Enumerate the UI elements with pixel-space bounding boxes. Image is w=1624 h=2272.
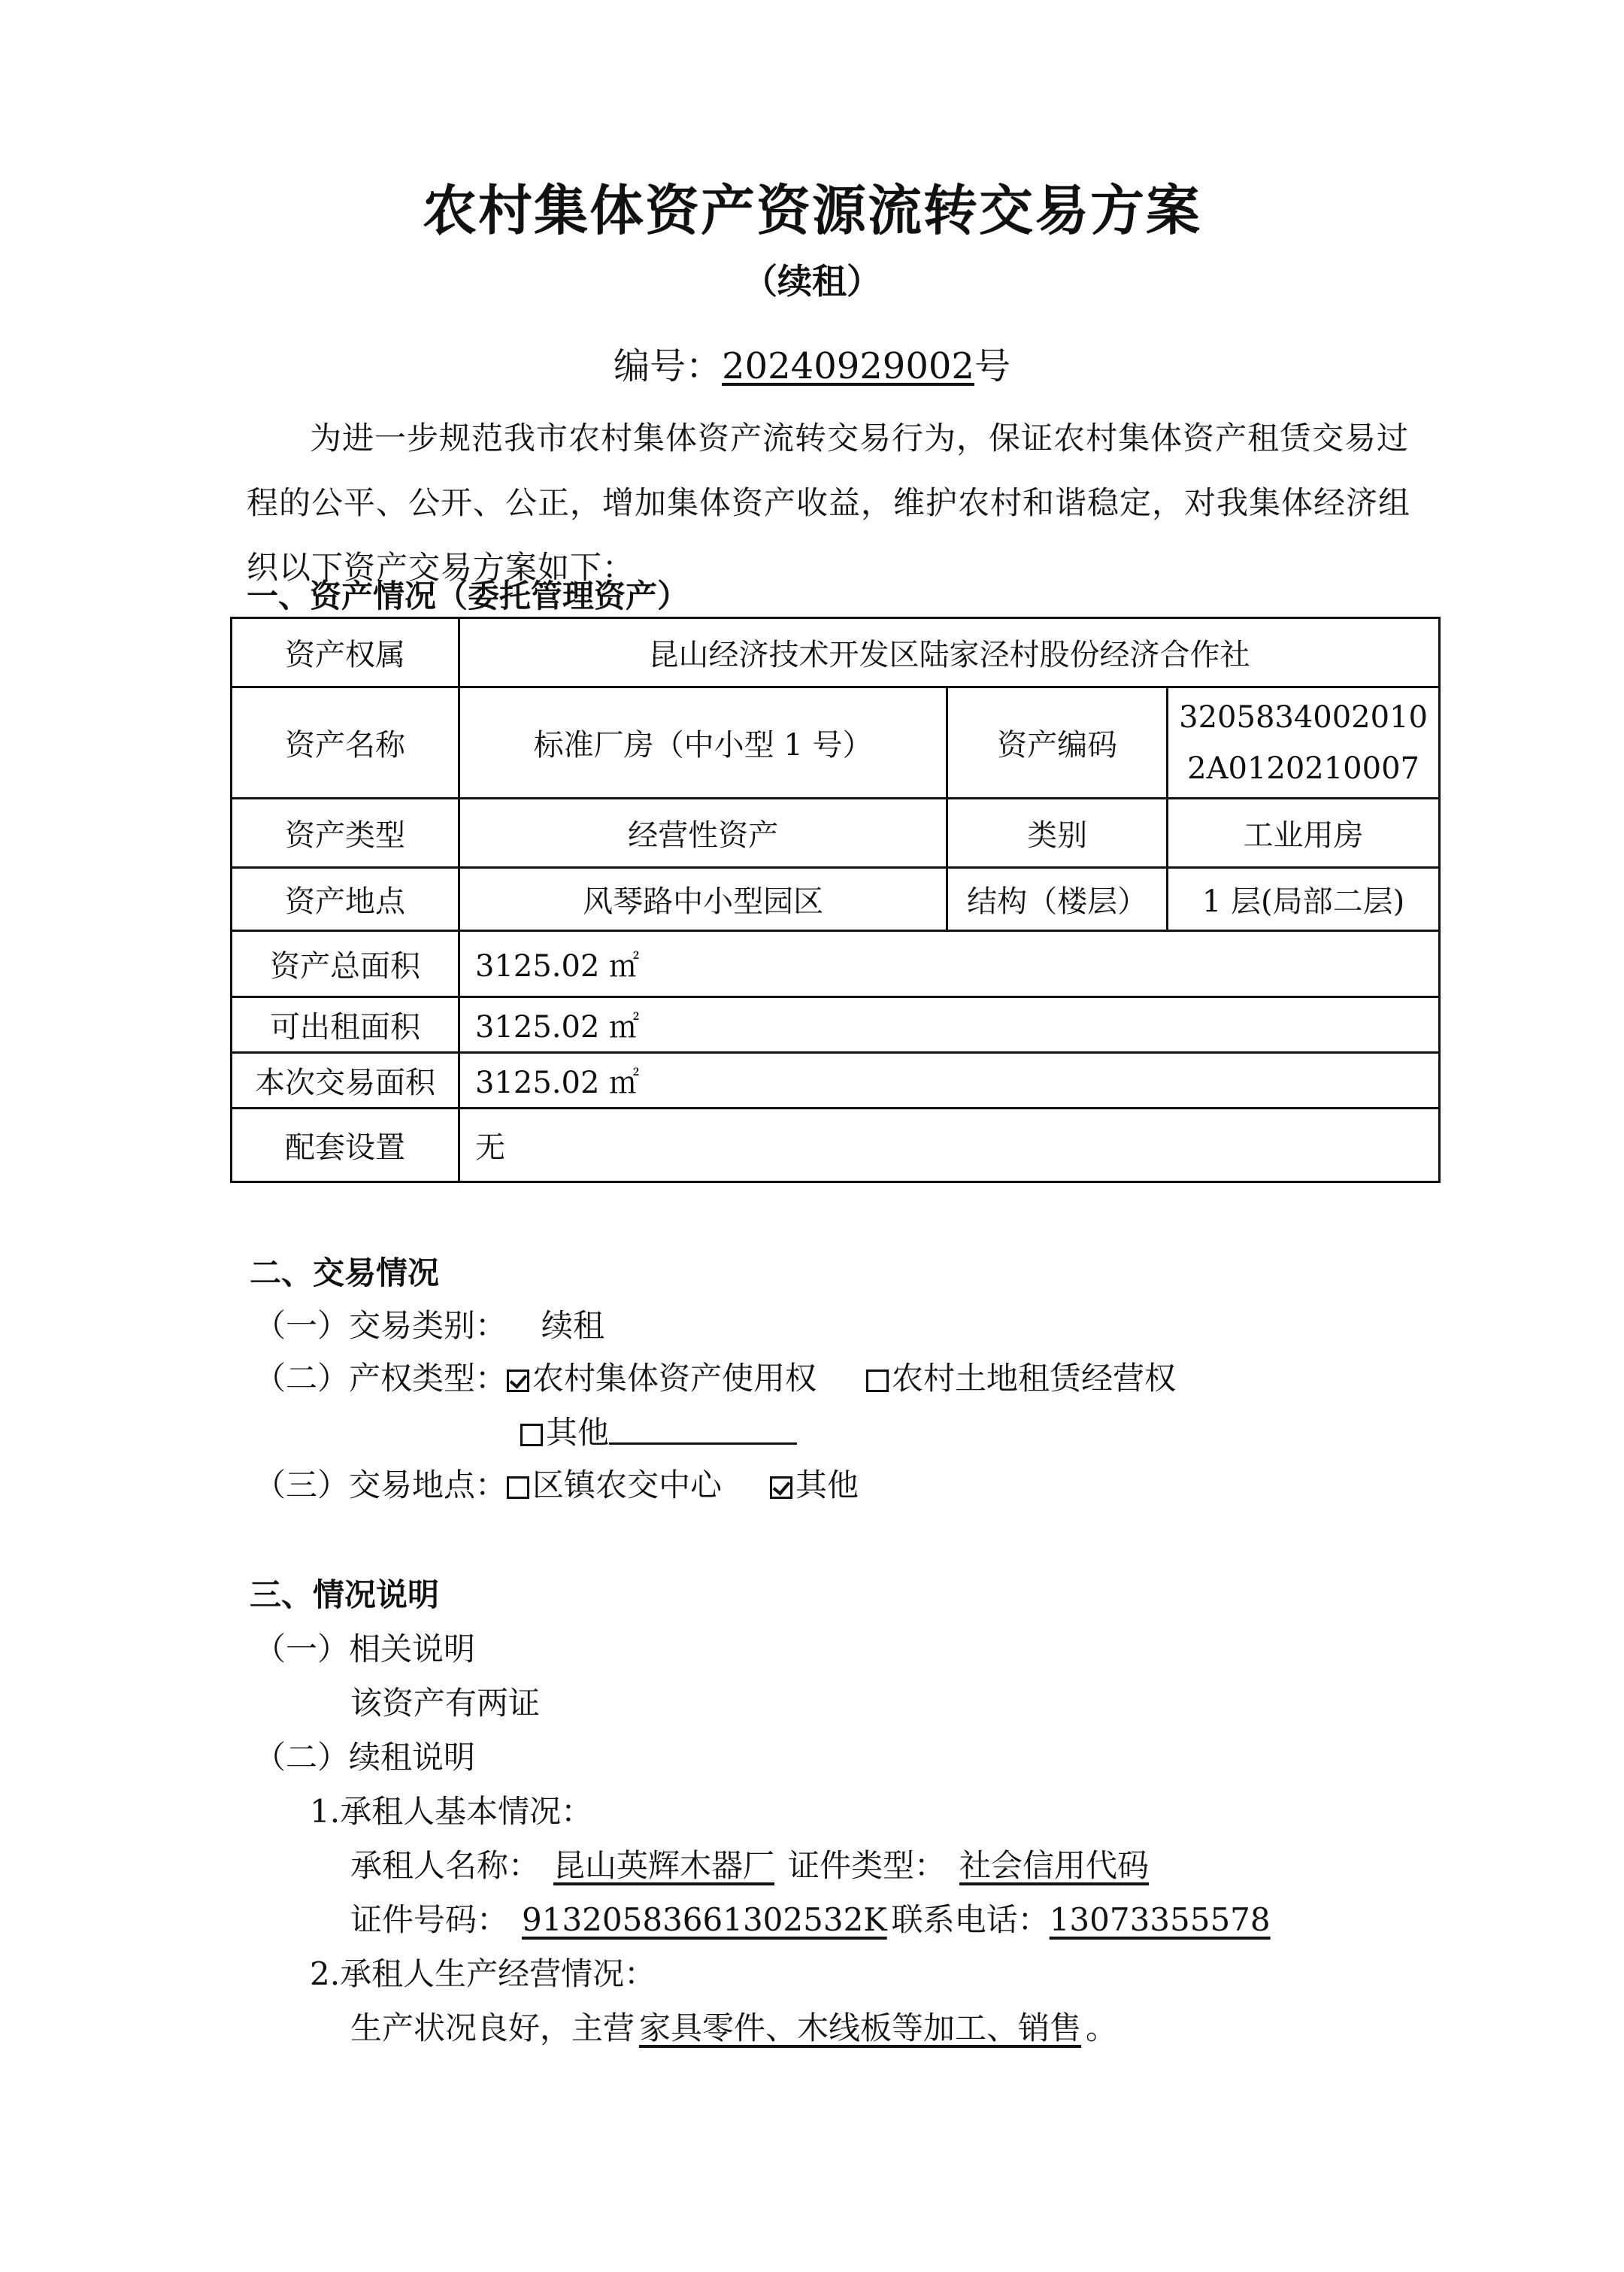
- facilities-value: 无: [459, 1109, 1440, 1182]
- property-type-label: （二）产权类型：: [254, 1360, 508, 1397]
- trade-type-row: [254, 1301, 604, 1346]
- asset-type-value: 经营性资产: [459, 799, 947, 868]
- table-row: [232, 997, 1440, 1053]
- trade-place-label: （三）交易地点：: [254, 1467, 508, 1503]
- item2-label: 2.承租人生产经营情况：: [310, 1955, 656, 1992]
- checkbox-icon[interactable]: [866, 1370, 889, 1392]
- asset-table: [230, 617, 1441, 1183]
- doc-no-suffix: 号: [974, 345, 1010, 387]
- tenant-row: [350, 1841, 1162, 1886]
- asset-code-value: [1168, 687, 1440, 799]
- category-label: 类别: [947, 799, 1168, 868]
- document-title: 农村集体资产资源流转交易方案: [422, 179, 1201, 242]
- business-row: [350, 2004, 1117, 2049]
- table-row: [232, 931, 1440, 997]
- cert-no-value: 91320583661302532K: [522, 1901, 887, 1938]
- tenant-name-label: 承租人名称：: [350, 1847, 541, 1884]
- trade-area-value: 3125.02 ㎡: [459, 1053, 1440, 1109]
- structure-label: 结构（楼层）: [947, 868, 1168, 931]
- business-value: 家具零件、木线板等加工、销售: [639, 2010, 1082, 2046]
- document-number: [0, 337, 1624, 389]
- property-other-row: [520, 1408, 797, 1453]
- table-row: [232, 868, 1440, 931]
- owner-label: 资产权属: [232, 618, 459, 687]
- asset-name-label: 资产名称: [232, 687, 459, 799]
- place-option-label: 区镇农交中心: [532, 1467, 723, 1503]
- rentable-area-label: 可出租面积: [232, 997, 459, 1053]
- cert-type-value: 社会信用代码: [959, 1847, 1150, 1884]
- cert-type-label: 证件类型：: [788, 1847, 947, 1884]
- item1-label: 1.承租人基本情况：: [310, 1793, 593, 1830]
- property-type-row: [254, 1354, 1176, 1399]
- property-option-label: 农村土地租赁经营权: [892, 1360, 1177, 1397]
- phone-value: 13073355578: [1049, 1901, 1271, 1938]
- cert-no-label: 证件号码：: [350, 1901, 509, 1938]
- facilities-label: 配套设置: [232, 1109, 459, 1182]
- asset-code-line2: 2A0120210007: [1187, 751, 1419, 786]
- document-subtitle: （续租）: [743, 261, 881, 302]
- cert-row: [350, 1895, 1271, 1940]
- checkbox-icon[interactable]: [507, 1476, 529, 1499]
- checkbox-checked-icon[interactable]: [507, 1370, 529, 1392]
- asset-name-value: 标准厂房（中小型 1 号）: [459, 687, 947, 799]
- location-label: 资产地点: [232, 868, 459, 931]
- trade-place-row: [254, 1461, 859, 1506]
- section2-heading: 二、交易情况: [250, 1254, 440, 1291]
- phone-label: 联系电话：: [891, 1901, 1050, 1938]
- structure-value: 1 层(局部二层): [1168, 868, 1440, 931]
- trade-type-value: 续租: [541, 1307, 605, 1344]
- doc-no-label: 编号：: [614, 345, 723, 387]
- section3-heading: 三、情况说明: [250, 1576, 440, 1613]
- asset-code-line1: 3205834002010: [1179, 699, 1428, 735]
- business-suffix: 。: [1086, 2010, 1118, 2046]
- doc-no-value: 20240929002: [722, 345, 974, 387]
- owner-value: 昆山经济技术开发区陆家泾村股份经济合作社: [459, 618, 1440, 687]
- table-row: [232, 687, 1440, 799]
- property-option-label: 其他: [546, 1414, 610, 1451]
- table-row: [232, 1109, 1440, 1182]
- checkbox-checked-icon[interactable]: [770, 1476, 792, 1499]
- blank-line: [609, 1420, 797, 1445]
- tenant-name-value: 昆山英辉木器厂: [553, 1847, 775, 1884]
- intro-paragraph: 为进一步规范我市农村集体资产流转交易行为，保证农村集体资产租赁交易过程的公平、公开、公正，增加集体资产收益，维护农村和谐稳定，对我集体经济组织以下资产交易方案如下：: [247, 420, 1411, 586]
- business-prefix: 生产状况良好，主营: [350, 2010, 635, 2046]
- total-area-value: 3125.02 ㎡: [459, 931, 1440, 997]
- table-row: [232, 618, 1440, 687]
- place-option-label: 其他: [795, 1467, 859, 1503]
- trade-type-label: （一）交易类别：: [254, 1307, 508, 1344]
- rentable-area-value: 3125.02 ㎡: [459, 997, 1440, 1053]
- table-row: [232, 799, 1440, 868]
- trade-area-label: 本次交易面积: [232, 1053, 459, 1109]
- table-row: [232, 1053, 1440, 1109]
- category-value: 工业用房: [1168, 799, 1440, 868]
- sub1-text: 该资产有两证: [350, 1685, 541, 1721]
- location-value: 风琴路中小型园区: [459, 868, 947, 931]
- sub2-label: （二）续租说明: [254, 1739, 476, 1776]
- sub1-label: （一）相关说明: [254, 1630, 476, 1667]
- property-option-label: 农村集体资产使用权: [532, 1360, 817, 1397]
- asset-type-label: 资产类型: [232, 799, 459, 868]
- section1-heading: 一、资产情况（委托管理资产）: [247, 578, 689, 614]
- checkbox-icon[interactable]: [520, 1424, 543, 1446]
- total-area-label: 资产总面积: [232, 931, 459, 997]
- asset-code-label: 资产编码: [947, 687, 1168, 799]
